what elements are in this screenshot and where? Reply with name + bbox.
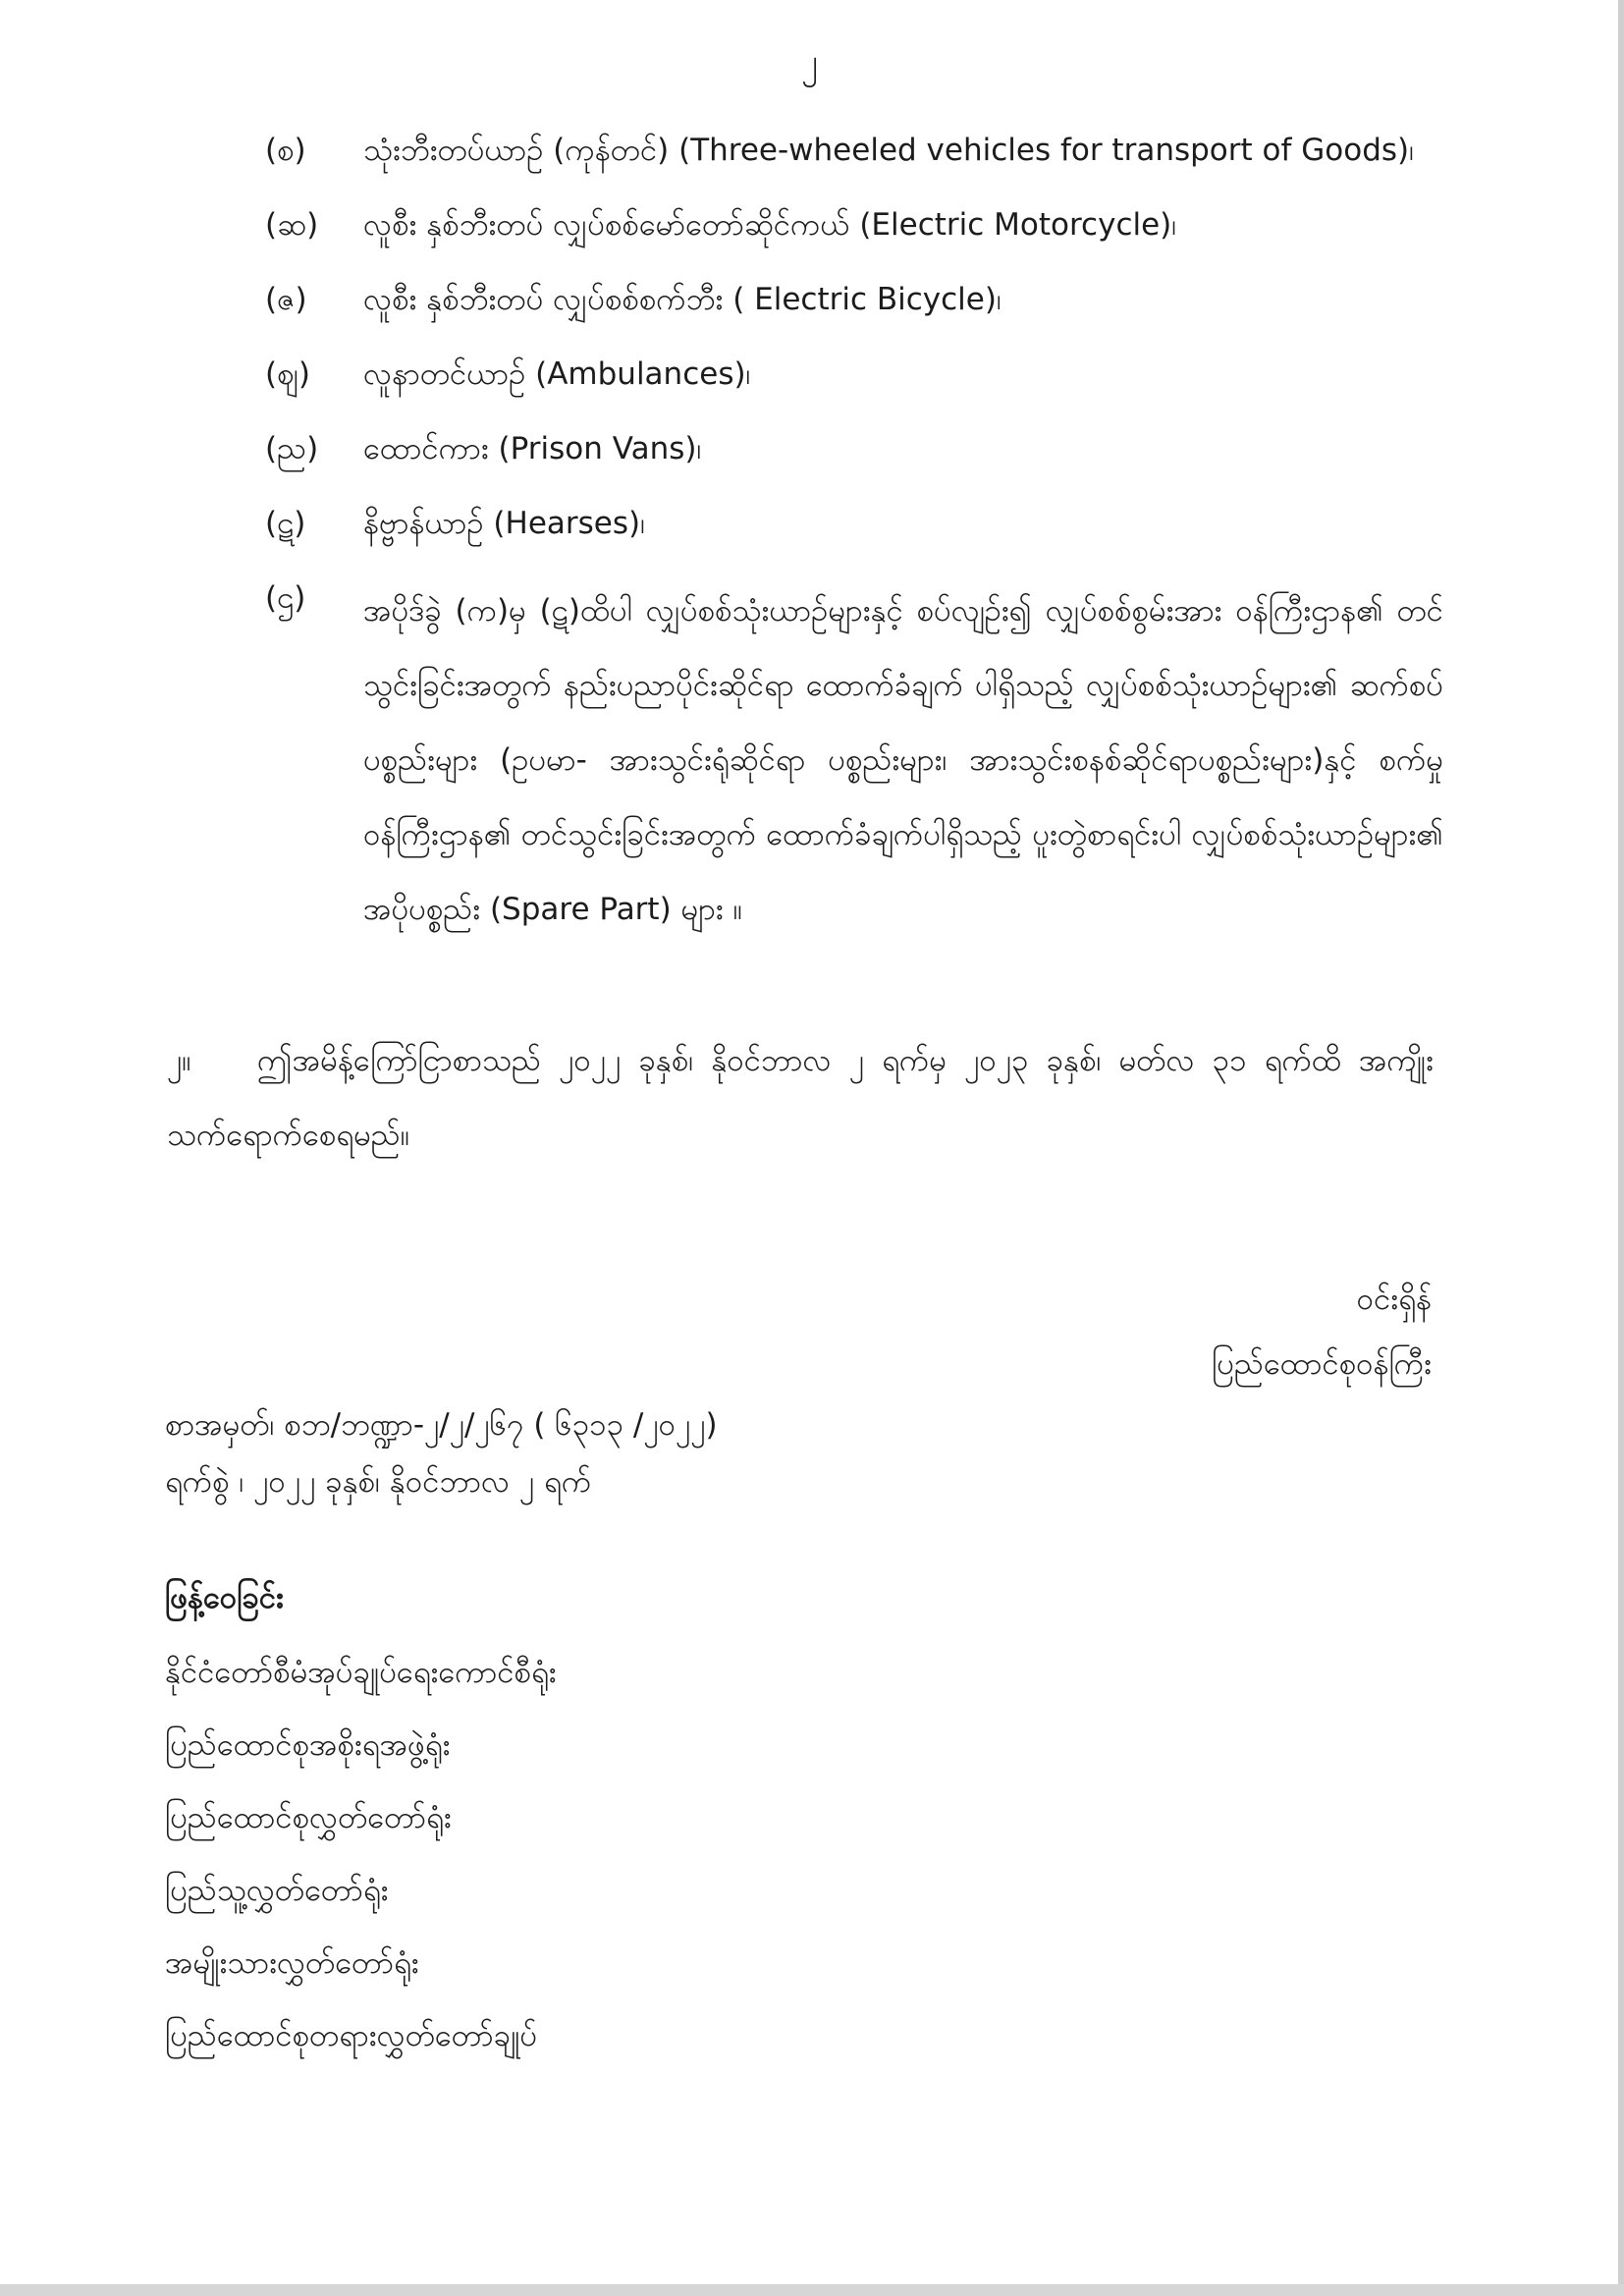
list-item-text: လူနာတင်ယာဉ် (Ambulances)၊ [363, 356, 751, 392]
distribution-item: ပြည်ထောင်စုအစိုးရအဖွဲ့ရုံး [165, 1727, 451, 1763]
paragraph-number: ၂။ [167, 1043, 191, 1078]
page-number: ၂ [801, 42, 818, 82]
distribution-item: ပြည်ထောင်စုလွှတ်တော်ရုံး [165, 1800, 452, 1835]
signatory-name: ဝင်းရှိန် [1356, 1282, 1432, 1317]
distribution-item: နိုင်ငံတော်စီမံအုပ်ချုပ်ရေးကောင်စီရုံး [165, 1655, 557, 1690]
reference-date: ရက်စွဲ ၊ ၂၀၂၂ ခုနှစ်၊ နိုဝင်ဘာလ ၂ ရက် [165, 1464, 592, 1500]
signatory-title: ပြည်ထောင်စုဝန်ကြီး [1212, 1346, 1432, 1382]
list-item-text: လူစီး နှစ်ဘီးတပ် လျှပ်စစ်မော်တော်ဆိုင်ကယ် (Electric Motorcycle)၊ [363, 207, 1177, 243]
list-item-number: (ဇ) [265, 282, 307, 317]
list-item-number: (ဋ) [265, 506, 306, 541]
list-item-number: (ဌ) [265, 580, 306, 616]
reference-number: စာအမှတ်၊ စဘ/ဘဏ္ဍာ-၂/၂/၂၆၇ ( ၆၃၁၃ /၂၀၂၂) [165, 1407, 718, 1443]
distribution-item: ပြည်ထောင်စုတရားလွှတ်တော်ချုပ် [165, 2018, 538, 2053]
distribution-item: အမျိုးသားလွှတ်တော်ရုံး [165, 1945, 419, 1981]
list-item-text: နိဗ္ဗာန်ယာဉ် (Hearses)၊ [363, 506, 646, 541]
list-item-text: သုံးဘီးတပ်ယာဉ် (ကုန်တင်) (Three-wheeled vehicles for transport of Goods)၊ [363, 133, 1415, 168]
list-item-number: (စ) [265, 133, 306, 168]
list-item-text: အပိုဒ်ခွဲ (က)မှ (ဋ)ထိပါ လျှပ်စစ်သုံးယာဉ်များနှင့် စပ်လျဉ်း၍ လျှပ်စစ်စွမ်းအား ဝန်ကြီးဌာန၏ တင်သွင်းခြင်းအတွက် နည်းပညာပိုင်းဆိုင်ရာ ထောက်ခံချက် ပါရှိသည့် လျှပ်စစ်သုံးယာဉ်များ၏ ဆက်စပ်ပစ္စည်းများ (ဥပမာ- အားသွင်းရုံဆိုင်ရာ ပစ္စည်းများ၊ အားသွင်းစနစ်ဆိုင်ရာပစ္စည်းများ)နှင့် စက်မှုဝန်ကြီးဌာန၏ တင်သွင်းခြင်းအတွက် ထောက်ခံချက်ပါရှိသည့် ပူးတွဲစာရင်းပါ လျှပ်စစ်သုံးယာဉ်များ၏ အပိုပစ္စည်း (Spare Part) များ ။ [363, 593, 1443, 927]
list-item-number: (ဈ) [265, 356, 311, 392]
distribution-heading: ဖြန့်ဝေခြင်း [165, 1580, 284, 1615]
scan-edge-bottom [0, 2284, 1624, 2296]
distribution-item: ပြည်သူ့လွှတ်တော်ရုံး [165, 1873, 389, 1908]
list-item-text: ထောင်ကား (Prison Vans)၊ [363, 431, 702, 466]
list-item-text: လူစီး နှစ်ဘီးတပ် လျှပ်စစ်စက်ဘီး ( Electric Bicycle)၊ [363, 282, 1001, 317]
scan-edge-right [1618, 0, 1624, 2296]
list-item-number: (ည) [265, 431, 319, 466]
list-item-number: (ဆ) [265, 207, 319, 243]
paragraph-text: ဤအမိန့်ကြော်ငြာစာသည် ၂၀၂၂ ခုနှစ်၊ နိုဝင်ဘာလ ၂ ရက်မှ ၂၀၂၃ ခုနှစ်၊ မတ်လ ၃၁ ရက်ထိ အကျိုးသက်ရောက်စေရမည်။ [167, 1043, 1434, 1153]
paragraph-2 [167, 1023, 1434, 1173]
